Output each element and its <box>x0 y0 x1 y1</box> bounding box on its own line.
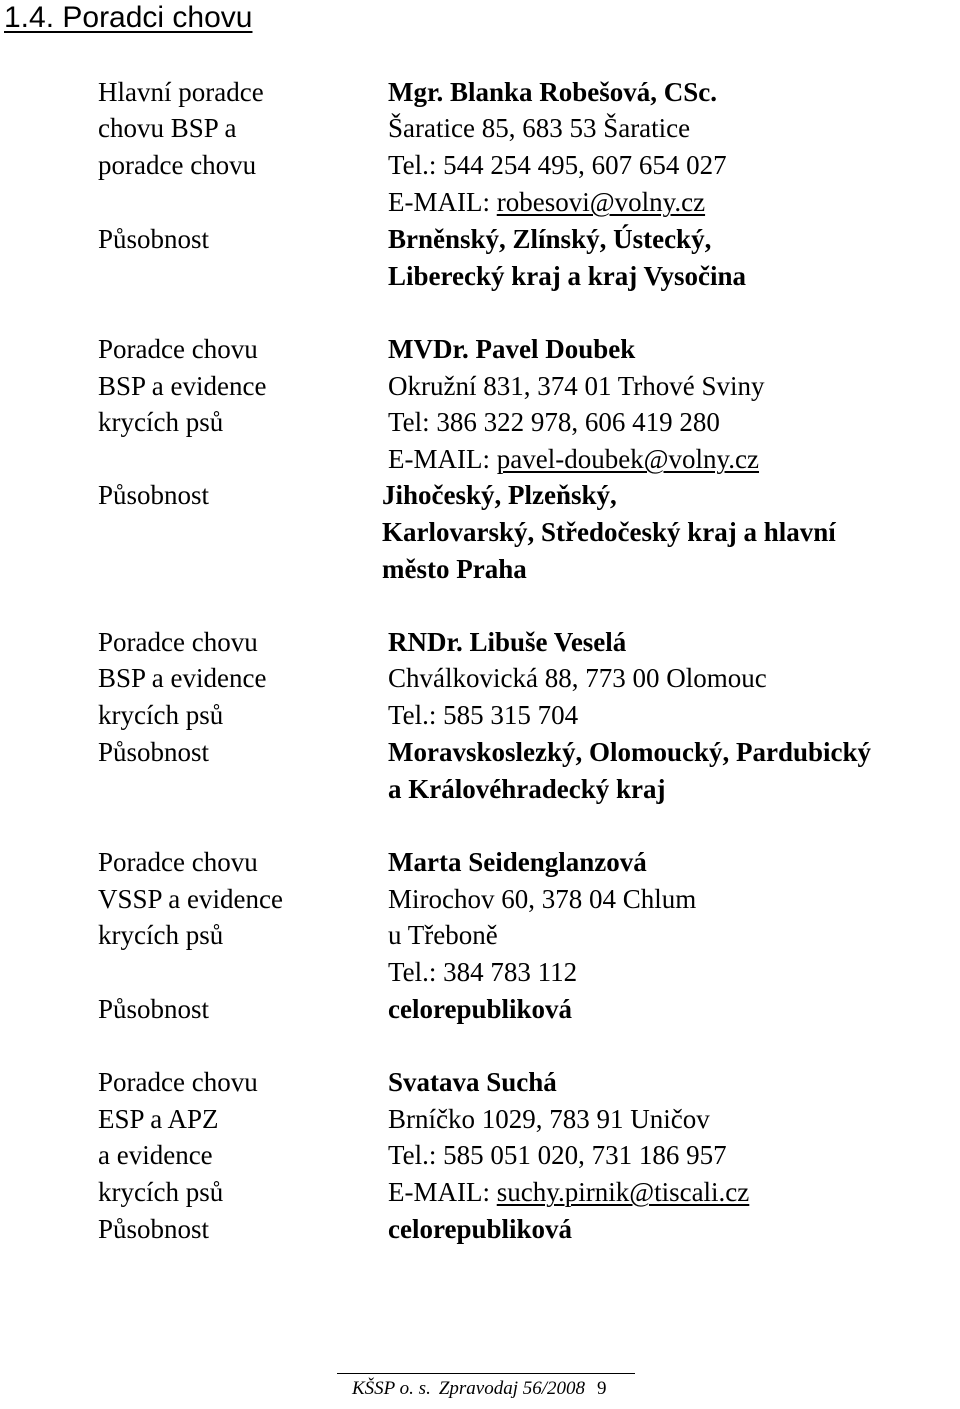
scope-label: Působnost <box>98 737 210 767</box>
advisor-address: Brníčko 1029, 783 91 Uničov <box>388 1104 710 1134</box>
advisor-role-line: a evidence <box>98 1140 213 1170</box>
advisor-role-line: krycích psů <box>98 407 224 437</box>
advisor-role-line: krycích psů <box>98 1177 224 1207</box>
advisor-role-line: Poradce chovu <box>98 1067 258 1097</box>
advisor-address: Chválkovická 88, 773 00 Olomouc <box>388 663 767 693</box>
footer-publication: Zpravodaj 56/2008 <box>438 1378 586 1399</box>
advisor-phone: Tel: 386 322 978, 606 419 280 <box>388 407 720 437</box>
advisor-role-line: Hlavní poradce <box>98 77 264 107</box>
advisor-role-line: chovu BSP a <box>98 113 237 143</box>
advisor-role-line: krycích psů <box>98 700 224 730</box>
advisor-role-line: poradce chovu <box>98 150 257 180</box>
scope-label: Působnost <box>98 480 210 510</box>
page-footer <box>352 1377 607 1401</box>
advisor-name: Mgr. Blanka Robešová, CSc. <box>388 77 718 107</box>
scope-label: Působnost <box>98 1214 210 1244</box>
email-link[interactable]: robesovi@volny.cz <box>496 187 706 217</box>
advisor-phone: Tel.: 585 315 704 <box>388 700 579 730</box>
advisor-phone: Tel.: 585 051 020, 731 186 957 <box>388 1140 727 1170</box>
advisor-role-line: Poradce chovu <box>98 847 258 877</box>
advisor-name: Svatava Suchá <box>388 1067 557 1097</box>
footer-org: KŠSP o. s. <box>352 1378 431 1399</box>
scope-line: Liberecký kraj a kraj Vysočina <box>388 261 747 291</box>
advisor-address: Šaratice 85, 683 53 Šaratice <box>388 113 691 143</box>
scope-label: Působnost <box>98 224 210 254</box>
scope-line: celorepubliková <box>388 1214 573 1244</box>
advisor-role-line: krycích psů <box>98 920 224 950</box>
advisor-role-line: BSP a evidence <box>98 663 267 693</box>
scope-line: Karlovarský, Středočeský kraj a hlavní <box>382 517 836 547</box>
scope-label: Působnost <box>98 994 210 1024</box>
advisor-name: MVDr. Pavel Doubek <box>388 334 636 364</box>
scope-line: Jihočeský, Plzeňský, <box>382 480 617 510</box>
scope-line: město Praha <box>382 554 527 584</box>
scope-line: Brněnský, Zlínský, Ústecký, <box>388 224 712 254</box>
email-link[interactable]: suchy.pirnik@tiscali.cz <box>496 1177 750 1207</box>
advisor-address: Okružní 831, 374 01 Trhové Sviny <box>388 371 765 401</box>
advisor-role-line: ESP a APZ <box>98 1104 219 1134</box>
advisor-role-line: Poradce chovu <box>98 627 258 657</box>
advisor-email-line <box>388 1174 749 1210</box>
email-prefix: E-MAIL: <box>388 187 497 217</box>
advisor-address: u Třeboně <box>388 920 498 950</box>
advisor-phone: Tel.: 384 783 112 <box>388 957 578 987</box>
advisor-role-line: BSP a evidence <box>98 371 267 401</box>
advisor-role-line: Poradce chovu <box>98 334 258 364</box>
footer-divider <box>337 1373 635 1374</box>
page-title: 1.4. Poradci chovu <box>4 1 253 34</box>
advisor-email-line <box>388 184 705 220</box>
advisor-name: RNDr. Libuše Veselá <box>388 627 627 657</box>
scope-line: a Královéhradecký kraj <box>388 774 666 804</box>
footer-page-number: 9 <box>597 1378 607 1399</box>
advisor-address: Mirochov 60, 378 04 Chlum <box>388 884 697 914</box>
advisor-role-line: VSSP a evidence <box>98 884 283 914</box>
advisor-phone: Tel.: 544 254 495, 607 654 027 <box>388 150 727 180</box>
scope-line: celorepubliková <box>388 994 573 1024</box>
scope-line: Moravskoslezký, Olomoucký, Pardubický <box>388 737 872 767</box>
email-prefix: E-MAIL: <box>388 1177 497 1207</box>
advisor-email-line <box>388 441 759 477</box>
email-prefix: E-MAIL: <box>388 444 497 474</box>
email-link[interactable]: pavel-doubek@volny.cz <box>496 444 760 474</box>
advisor-name: Marta Seidenglanzová <box>388 847 647 877</box>
